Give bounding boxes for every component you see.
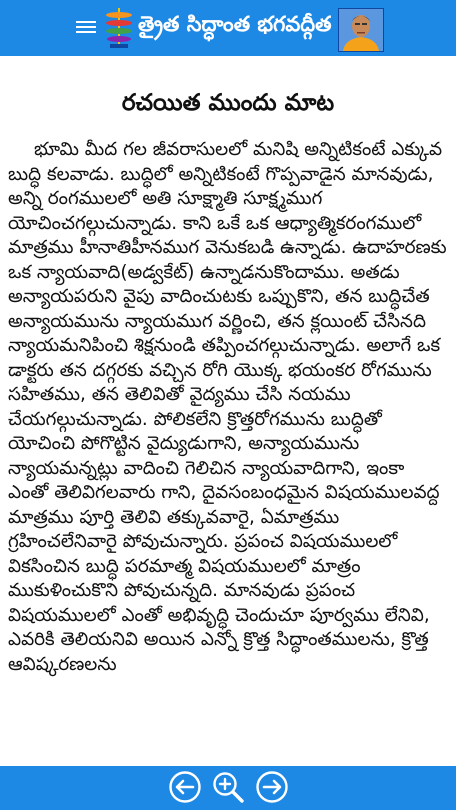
- body-paragraph: భూమి మీద గల జీవరాసులలో మనిషి అన్నిటికంటే ఎక్కువ బుద్ధి కలవాడు. బుద్ధిలో అన్నిటికంటే గొప్పవాడైన మానవుడు, అన్ని రంగములలో అతి సూక్ష్మాతి సూక్ష్మముగ యోచించగల్గుచున్నాడు. కాని ఒకే ఒక ఆధ్యాత్మికరంగములో మాత్రము హీనాతిహీనముగ వెనుకబడి ఉన్నాడు. ఉదాహరణకు ఒక న్యాయవాది(అడ్వకేట్) ఉన్నాడనుకొందాము. అతడు అన్యాయపరుని వైపు వాదించుటకు ఒప్పుకొని, తన బుద్ధిచేత అన్యాయమును న్యాయముగ వర్ణించి, తన క్లయింట్ చేసినది న్యాయమనిపించి శిక్షనుండి తప్పించగల్గుచున్నాడు. అలాగే ఒక డాక్టరు తన దగ్గరకు వచ్చిన రోగి యొక్క భయంకర రోగమును సహితము, తన తెలివితో వైద్యము చేసి నయము చేయగల్గుచున్నాడు. పోలికలేని క్రొత్తరోగమును బుద్ధితో యోచించి పోగొట్టిన వైద్యుడుగాని, అన్యాయమును న్యాయమన్నట్లు వాదించి గెలిచిన న్యాయవాదిగాని, ఇంకా ఎంతో తెలివిగలవారు గాని, దైవసంబంధమైన విషయములవద్ద మాత్రము పూర్తి తెలివి తక్కువవారై, ఏమాత్రము గ్రహించలేనివారై పోవుచున్నారు. ప్రపంచ విషయములలో వికసించిన బుద్ధి పరమాత్మ విషయములలో మాత్రం ముకుళించుకొని పోవుచున్నది. మానవుడు ప్రపంచ విషయములలో ఎంతో అభివృద్ధి చెందుచూ పూర్వము లేనివి, ఎవరికి తెలియనివి అయిన ఎన్నో క్రొత్త సిద్ధాంతములను, క్రొత్త ఆవిష్కరణలను: [8, 139, 447, 675]
- hamburger-menu-icon[interactable]: [76, 18, 96, 38]
- app-logo-icon: [104, 6, 134, 50]
- page-heading: రచయిత ముందు మాట: [121, 90, 335, 116]
- bottom-toolbar: [0, 766, 456, 810]
- app-title: త్రైత సిద్ధాంత భగవద్గీత: [138, 12, 332, 36]
- arrow-right-circle-icon[interactable]: [255, 770, 289, 804]
- zoom-in-icon[interactable]: [211, 770, 245, 804]
- content-area[interactable]: [0, 56, 456, 768]
- app-header: [0, 0, 456, 56]
- arrow-left-circle-icon[interactable]: [168, 770, 202, 804]
- author-avatar: [338, 8, 384, 52]
